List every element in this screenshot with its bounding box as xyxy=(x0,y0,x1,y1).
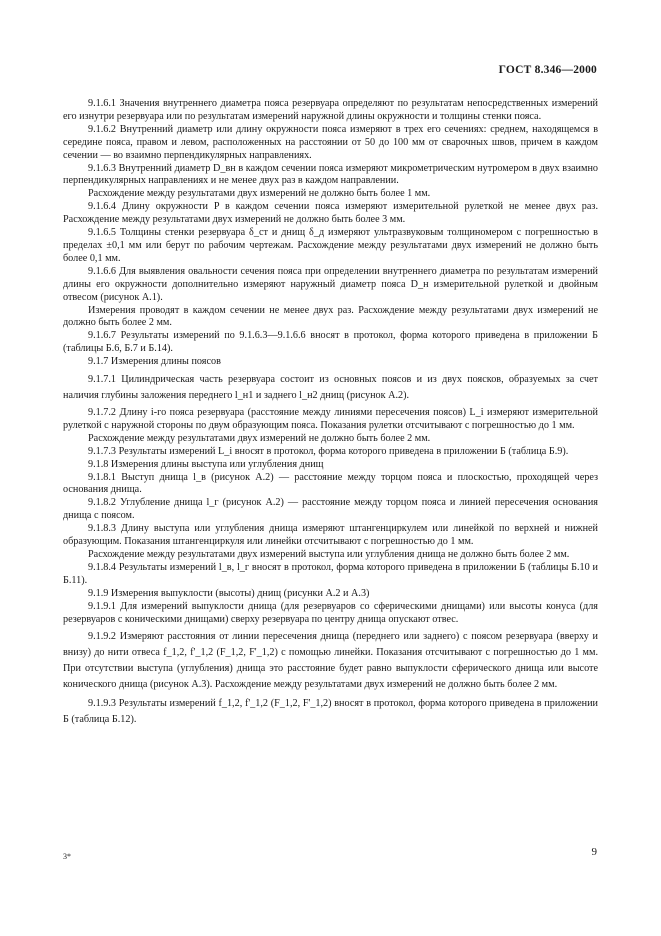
paragraph: Расхождение между результатами двух измерений не должно быть более 2 мм. xyxy=(88,432,431,444)
paragraph: 9.1.8.3 Длину выступа или углубления днища измеряют штангенциркулем или линейкой по верхней и нижней образующим. Показания штангенциркуля или линейки отсчитывают с погрешностью до 1 мм. xyxy=(63,523,598,548)
paragraph: 9.1.7.3 Результаты измерений L_i вносят в протокол, форма которого приведена в приложении Б (таблица Б.9). xyxy=(88,445,569,457)
paragraph: 9.1.6.6 Для выявления овальности сечения пояса при определении внутреннего диаметра по результатам измерений длины его окружности дополнительно измеряют наружный диаметр пояса D_н измерительной рулеткой и двойным отвесом (рисунок А.1). xyxy=(63,265,598,303)
paragraph: 9.1.6.3 Внутренний диаметр D_вн в каждом сечении пояса измеряют микрометрическим нутромером в двух взаимно перпендикулярных направлениях и не менее двух раз в каждом направлении. xyxy=(63,162,598,187)
paragraph: 9.1.8.4 Результаты измерений l_в, l_г вносят в протокол, форма которого приведена в приложении Б (таблицы Б.10 и Б.11). xyxy=(63,561,598,586)
section-heading: 9.1.7 Измерения длины поясов xyxy=(88,356,221,368)
section-heading: 9.1.8 Измерения длины выступа или углубления днищ xyxy=(88,458,324,470)
paragraph: 9.1.9.2 Измеряют расстояния от линии пересечения днища (переднего или заднего) с поясом резервуара (вверху и внизу) до нити отвеса f_1,2, f'_1,2 (F_1,2, F'_1,2) с помощью линейки. Показания отсчитывают с погрешностью до 1 мм. При отсутствии выступа (углубления) днища это расстояние будет равно выпуклости сферического днища или высоте конического днища (рисунок А.3). Расхождение между результатами двух измерений не должно быть более 2 мм. xyxy=(63,631,598,691)
document-body xyxy=(63,98,598,731)
paragraph: 9.1.8.2 Углубление днища l_г (рисунок А.2) — расстояние между торцом пояса и линией пересечения основания днища с поясом. xyxy=(63,497,598,522)
paragraph: 9.1.6.2 Внутренний диаметр или длину окружности пояса измеряют в трех его сечениях: среднем, находящемся в середине пояса, правом и левом, расположенных на расстоянии от 50 до 100 мм от сварочных швов, причем в каждом сечении — во взаимно перпендикулярных направлениях. xyxy=(63,123,598,161)
paragraph: 9.1.9.1 Для измерений выпуклости днища (для резервуаров со сферическими днищами) или высоты конуса (для резервуаров с коническими днищами) сверху резервуара по центру днища опускают отвес. xyxy=(63,600,598,625)
sheet-mark: 3* xyxy=(63,852,71,861)
paragraph: Измерения проводят в каждом сечении не менее двух раз. Расхождение между результатами двух измерений не должно быть более 2 мм. xyxy=(63,304,598,329)
paragraph: 9.1.9.3 Результаты измерений f_1,2, f'_1,2 (F_1,2, F'_1,2) вносят в протокол, форма которого приведена в приложении Б (таблица Б.12). xyxy=(63,698,598,726)
paragraph: 9.1.7.1 Цилиндрическая часть резервуара состоит из основных поясов и из двух поясков, образуемых за счет наличия глубины заложения переднего l_н1 и заднего l_н2 днищ (рисунок А.2). xyxy=(63,374,598,402)
document-id: ГОСТ 8.346—2000 xyxy=(498,64,597,76)
page-number: 9 xyxy=(591,846,597,858)
paragraph: 9.1.6.7 Результаты измерений по 9.1.6.3—9.1.6.6 вносят в протокол, форма которого приведена в приложении Б (таблицы Б.6, Б.7 и Б.14). xyxy=(63,330,598,355)
paragraph: Расхождение между результатами двух измерений не должно быть более 1 мм. xyxy=(88,188,431,200)
paragraph: 9.1.8.1 Выступ днища l_в (рисунок А.2) — расстояние между торцом пояса и плоскостью, проходящей через основания днища. xyxy=(63,471,598,496)
paragraph: 9.1.6.1 Значения внутреннего диаметра пояса резервуара определяют по результатам непосредственных измерений его изнутри резервуара или по результатам измерений наружной длины окружности и толщины стенки пояса. xyxy=(63,98,598,122)
paragraph: 9.1.7.2 Длину i-го пояса резервуара (расстояние между линиями пересечения поясов) L_i измеряют измерительной рулеткой с наружной стороны по двум образующим пояса. Показания рулетки отсчитывают с погрешностью до 1 мм. xyxy=(63,407,598,431)
paragraph: 9.1.6.5 Толщины стенки резервуара δ_ст и днищ δ_д измеряют ультразвуковым толщиномером с погрешностью в пределах ±0,1 мм или берут по рабочим чертежам. Расхождение между результатами двух измерений не должно быть более 0,1 мм. xyxy=(63,227,598,264)
section-heading: 9.1.9 Измерения выпуклости (высоты) днищ (рисунки А.2 и А.3) xyxy=(88,587,370,599)
paragraph: Расхождение между результатами двух измерений выступа или углубления днища не должно быть более 2 мм. xyxy=(88,549,570,560)
paragraph: 9.1.6.4 Длину окружности P в каждом сечении пояса измеряют измерительной рулеткой не менее двух раз. Расхождение между результатами двух измерений не должно быть более 3 мм. xyxy=(63,201,598,226)
